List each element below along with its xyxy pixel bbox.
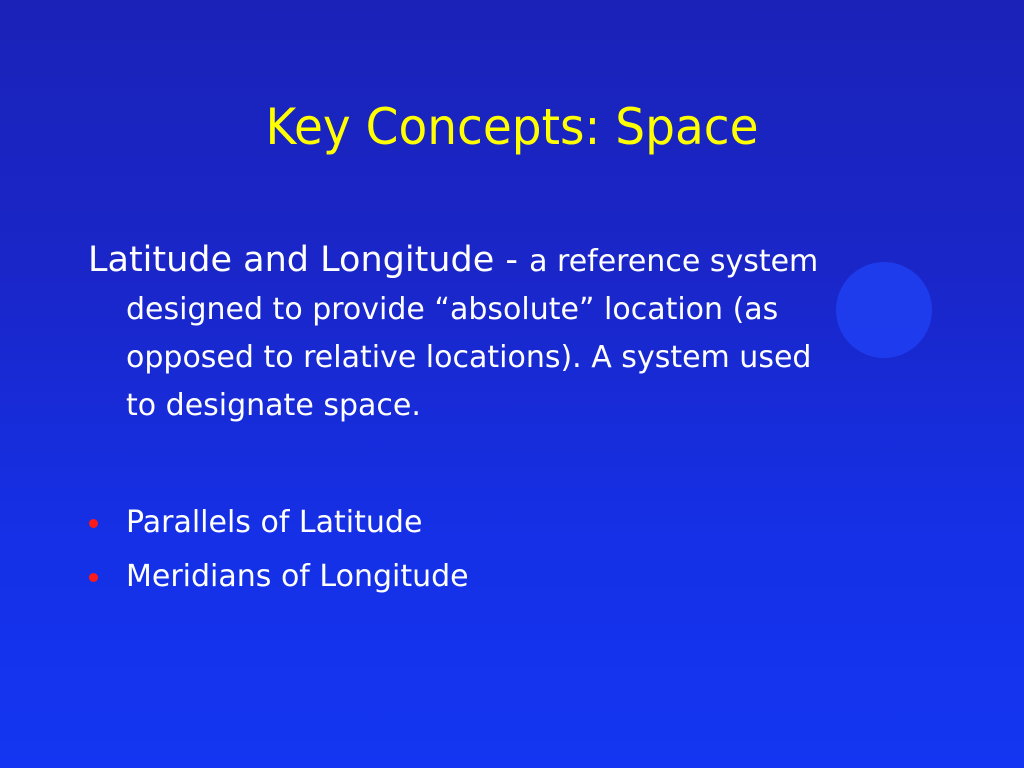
bullet-text: Meridians of Longitude (126, 559, 469, 594)
definition-line-4: to designate space. (126, 388, 421, 423)
bullet-list (86, 496, 946, 604)
definition-line-1: a reference system (529, 244, 819, 279)
definition-paragraph (88, 236, 948, 430)
definition-line-2: designed to provide “absolute” location (as (126, 292, 779, 327)
definition-term: Latitude and Longitude - (88, 240, 530, 280)
bullet-item-parallels (86, 496, 946, 550)
definition-first-line (88, 236, 948, 286)
bullet-dot-icon (89, 519, 98, 528)
slide-title: Key Concepts: Space (265, 98, 759, 156)
bullet-dot-icon (89, 573, 98, 582)
bullet-text: Parallels of Latitude (126, 505, 423, 540)
bullet-item-meridians (86, 550, 946, 604)
definition-line-3: opposed to relative locations). A system used (126, 340, 812, 375)
